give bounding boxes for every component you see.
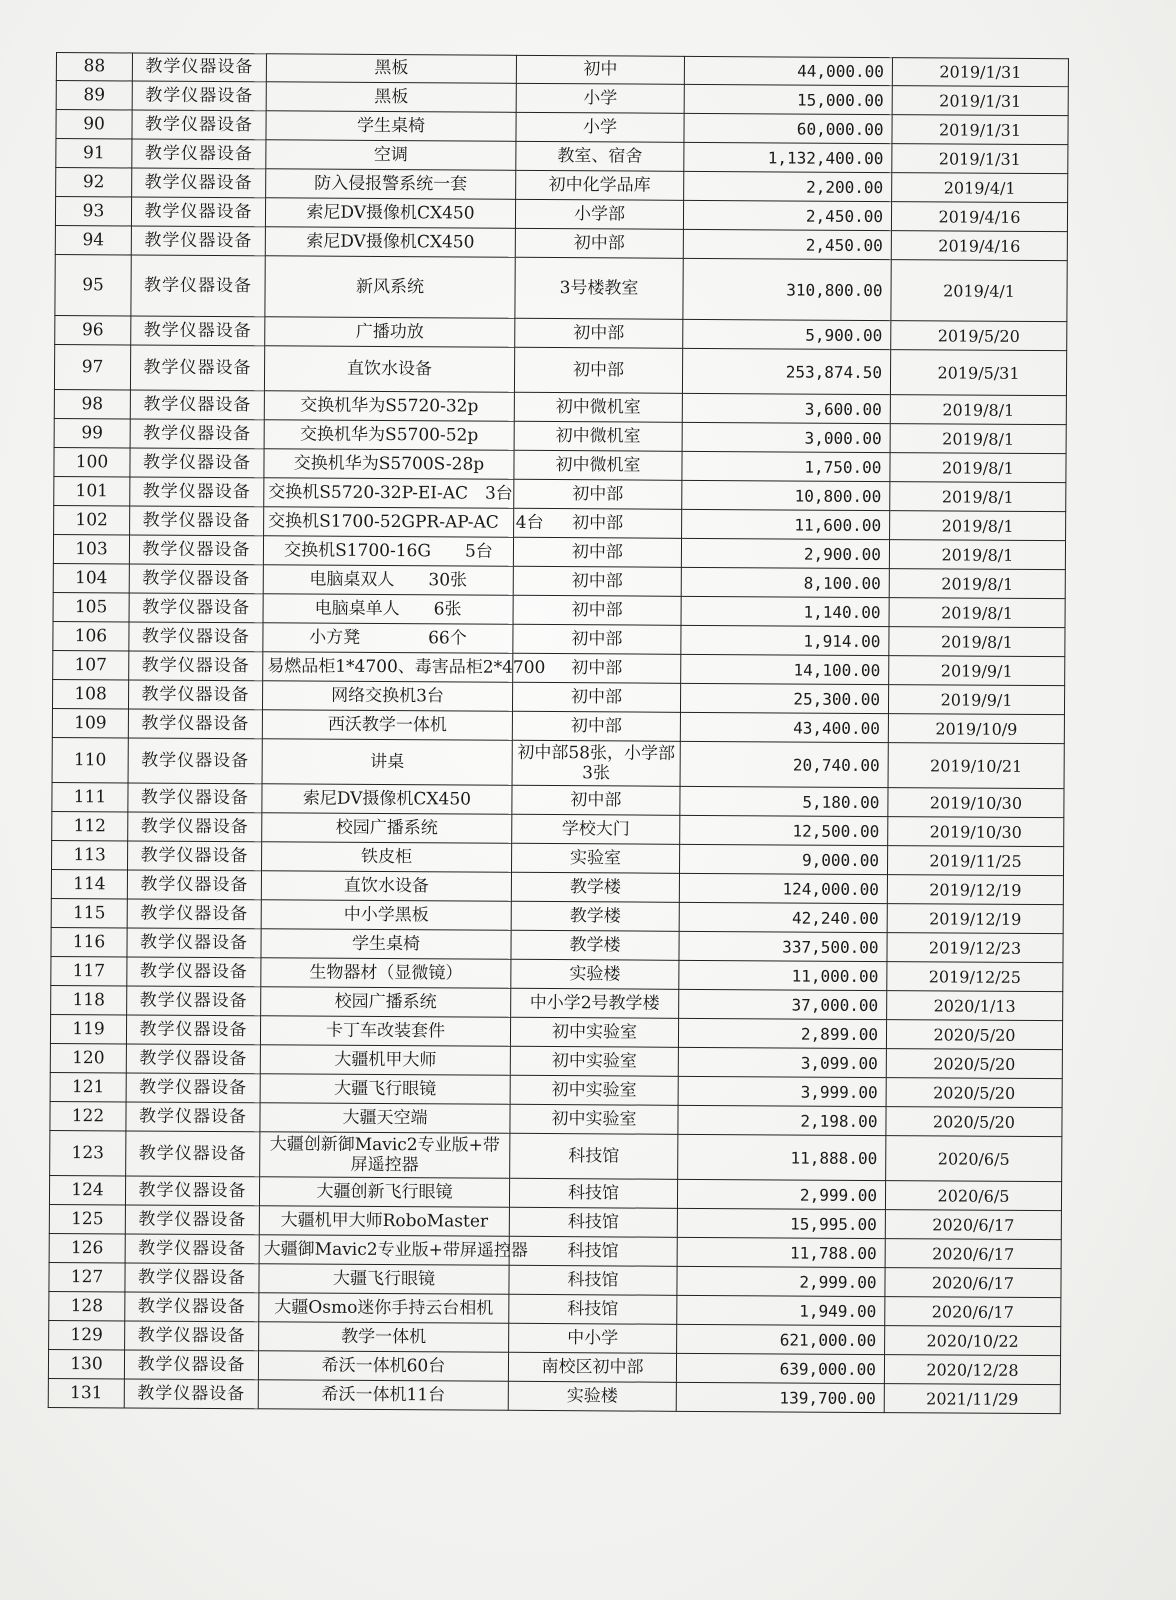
equipment-table <box>48 52 1069 1414</box>
location-cell: 中小学 <box>509 1323 677 1353</box>
date-cell: 2020/5/20 <box>886 1049 1062 1079</box>
amount-cell: 15,995.00 <box>677 1208 885 1238</box>
row-number: 112 <box>52 811 128 840</box>
location-cell: 初中部 <box>513 537 681 567</box>
amount-cell: 60,000.00 <box>684 113 892 143</box>
item-name-cell: 索尼DV摄像机CX450 <box>265 198 515 229</box>
row-number: 104 <box>53 563 129 592</box>
date-cell: 2019/5/31 <box>890 350 1066 396</box>
item-name-cell: 学生桌椅 <box>261 929 511 960</box>
item-name-cell: 大疆飞行眼镜 <box>260 1074 510 1105</box>
date-cell: 2020/6/17 <box>885 1239 1061 1269</box>
item-name-cell: 校园广播系统 <box>262 813 512 844</box>
amount-cell: 5,900.00 <box>683 319 891 349</box>
category-cell: 教学仪器设备 <box>128 709 262 739</box>
row-number: 98 <box>54 389 130 418</box>
row-number: 118 <box>51 985 127 1014</box>
category-cell: 教学仪器设备 <box>128 841 262 871</box>
amount-cell: 9,000.00 <box>679 844 887 874</box>
amount-cell: 3,999.00 <box>678 1076 886 1106</box>
location-cell: 南校区初中部 <box>508 1352 676 1382</box>
item-name-cell: 学生桌椅 <box>266 111 516 142</box>
location-cell: 教学楼 <box>511 872 679 902</box>
row-number: 110 <box>52 737 128 782</box>
category-cell: 教学仪器设备 <box>125 1234 259 1264</box>
category-cell: 教学仪器设备 <box>125 1292 259 1322</box>
location-cell: 科技馆 <box>509 1207 677 1237</box>
row-number: 129 <box>49 1320 125 1349</box>
category-cell: 教学仪器设备 <box>124 1379 258 1409</box>
category-cell: 教学仪器设备 <box>129 622 263 652</box>
item-name-cell: 索尼DV摄像机CX450 <box>265 227 515 258</box>
amount-cell: 11,000.00 <box>679 960 887 990</box>
category-cell: 教学仪器设备 <box>127 986 261 1016</box>
item-name-cell: 网络交换机3台 <box>262 681 512 712</box>
date-cell: 2020/5/20 <box>886 1020 1062 1050</box>
date-cell: 2019/10/21 <box>888 743 1064 789</box>
item-name-cell: 生物器材（显微镜） <box>261 958 511 989</box>
item-name-cell: 交换机华为S5700S-28p <box>264 449 514 480</box>
row-number: 113 <box>52 840 128 869</box>
amount-cell: 124,000.00 <box>679 873 887 903</box>
date-cell: 2019/8/1 <box>890 511 1066 541</box>
amount-cell: 2,999.00 <box>677 1266 885 1296</box>
row-number: 124 <box>49 1175 125 1204</box>
amount-cell: 8,100.00 <box>681 567 889 597</box>
row-number: 130 <box>48 1349 124 1378</box>
category-cell: 教学仪器设备 <box>127 870 261 900</box>
amount-cell: 639,000.00 <box>676 1353 884 1383</box>
item-name-cell: 大疆机甲大师RoboMaster <box>259 1206 509 1237</box>
location-cell: 初中实验室 <box>510 1017 678 1047</box>
location-cell: 科技馆 <box>509 1178 677 1208</box>
row-number: 88 <box>56 53 132 81</box>
amount-cell: 1,132,400.00 <box>684 142 892 172</box>
row-number: 101 <box>54 476 130 505</box>
row-number: 111 <box>52 782 128 811</box>
location-cell: 实验楼 <box>511 959 679 989</box>
item-name-cell: 小方凳 66个 <box>263 623 513 654</box>
category-cell: 教学仪器设备 <box>126 1073 260 1103</box>
category-cell: 教学仪器设备 <box>131 316 265 346</box>
date-cell: 2020/6/17 <box>885 1297 1061 1327</box>
category-cell: 教学仪器设备 <box>131 197 265 227</box>
location-cell: 教学楼 <box>511 901 679 931</box>
item-name-cell: 交换机华为S5700-52p <box>264 420 514 451</box>
category-cell: 教学仪器设备 <box>130 448 264 478</box>
category-cell: 教学仪器设备 <box>125 1321 259 1351</box>
amount-cell: 2,198.00 <box>678 1105 886 1135</box>
category-cell: 教学仪器设备 <box>132 110 266 140</box>
item-name-cell: 直饮水设备 <box>261 871 511 902</box>
date-cell: 2019/1/31 <box>892 58 1068 87</box>
location-cell: 初中微机室 <box>514 421 682 451</box>
location-cell: 初中部 <box>512 711 680 741</box>
date-cell: 2020/6/5 <box>886 1136 1062 1182</box>
row-number: 91 <box>56 139 132 168</box>
date-cell: 2020/12/28 <box>884 1355 1060 1385</box>
category-cell: 教学仪器设备 <box>125 1263 259 1293</box>
date-cell: 2020/5/20 <box>886 1107 1062 1137</box>
item-name-cell: 教学一体机 <box>259 1322 509 1353</box>
location-cell: 科技馆 <box>509 1236 677 1266</box>
date-cell: 2019/11/25 <box>887 846 1063 876</box>
row-number: 99 <box>54 418 130 447</box>
row-number: 122 <box>50 1101 126 1130</box>
row-number: 94 <box>55 225 131 254</box>
date-cell: 2020/6/17 <box>885 1268 1061 1298</box>
row-number: 97 <box>54 344 130 389</box>
location-cell: 初中化学品库 <box>516 170 684 200</box>
category-cell: 教学仪器设备 <box>129 651 263 681</box>
location-cell: 初中部 <box>514 508 682 538</box>
row-number: 123 <box>50 1130 126 1175</box>
amount-cell: 43,400.00 <box>680 712 888 742</box>
amount-cell: 337,500.00 <box>679 931 887 961</box>
amount-cell: 2,900.00 <box>681 538 889 568</box>
amount-cell: 10,800.00 <box>682 480 890 510</box>
row-number: 92 <box>56 168 132 197</box>
amount-cell: 1,750.00 <box>682 451 890 481</box>
table-row <box>54 344 1066 395</box>
row-number: 106 <box>53 621 129 650</box>
item-name-cell: 希沃一体机60台 <box>258 1351 508 1382</box>
location-cell: 3号楼教室 <box>515 257 683 319</box>
location-cell: 科技馆 <box>509 1294 677 1324</box>
row-number: 103 <box>53 534 129 563</box>
date-cell: 2019/8/1 <box>890 482 1066 512</box>
amount-cell: 253,874.50 <box>682 348 890 394</box>
amount-cell: 2,999.00 <box>677 1179 885 1209</box>
row-number: 90 <box>56 110 132 139</box>
date-cell: 2020/1/13 <box>887 991 1063 1021</box>
date-cell: 2019/8/1 <box>890 424 1066 454</box>
amount-cell: 1,914.00 <box>681 625 889 655</box>
date-cell: 2019/12/25 <box>887 962 1063 992</box>
item-name-cell: 交换机S1700-16G 5台 <box>263 536 513 567</box>
row-number: 108 <box>52 679 128 708</box>
item-name-cell: 广播功放 <box>265 317 515 348</box>
category-cell: 教学仪器设备 <box>126 1102 260 1132</box>
row-number: 102 <box>54 505 130 534</box>
item-name-cell: 黑板 <box>266 54 516 84</box>
date-cell: 2019/10/9 <box>888 714 1064 744</box>
item-name-cell: 铁皮柜 <box>262 842 512 873</box>
amount-cell: 2,450.00 <box>683 229 891 259</box>
row-number: 116 <box>51 927 127 956</box>
amount-cell: 310,800.00 <box>683 258 891 320</box>
item-name-cell: 西沃教学一体机 <box>262 710 512 741</box>
row-number: 131 <box>48 1378 124 1407</box>
location-cell: 初中实验室 <box>510 1046 678 1076</box>
category-cell: 教学仪器设备 <box>130 390 264 420</box>
table-row <box>52 737 1064 788</box>
table-row <box>48 1378 1060 1413</box>
category-cell: 教学仪器设备 <box>129 593 263 623</box>
amount-cell: 44,000.00 <box>684 56 892 85</box>
location-cell: 学校大门 <box>512 814 680 844</box>
amount-cell: 25,300.00 <box>680 683 888 713</box>
location-cell: 小学部 <box>515 199 683 229</box>
category-cell: 教学仪器设备 <box>125 1176 259 1206</box>
item-name-cell: 黑板 <box>266 82 516 113</box>
date-cell: 2019/10/30 <box>888 788 1064 818</box>
location-cell: 初中 <box>516 55 684 84</box>
date-cell: 2020/6/17 <box>885 1210 1061 1240</box>
category-cell: 教学仪器设备 <box>124 1350 258 1380</box>
category-cell: 教学仪器设备 <box>129 564 263 594</box>
table-row <box>55 254 1067 321</box>
date-cell: 2019/4/1 <box>892 173 1068 203</box>
category-cell: 教学仪器设备 <box>131 226 265 256</box>
category-cell: 教学仪器设备 <box>131 255 265 317</box>
category-cell: 教学仪器设备 <box>127 928 261 958</box>
amount-cell: 1,140.00 <box>681 596 889 626</box>
category-cell: 教学仪器设备 <box>130 419 264 449</box>
date-cell: 2019/8/1 <box>889 540 1065 570</box>
amount-cell: 2,200.00 <box>684 171 892 201</box>
item-name-cell: 大疆创新御Mavic2专业版+带屏遥控器 <box>260 1132 510 1179</box>
category-cell: 教学仪器设备 <box>132 168 266 198</box>
location-cell: 初中部 <box>514 479 682 509</box>
location-cell: 科技馆 <box>510 1133 678 1179</box>
amount-cell: 20,740.00 <box>680 741 888 787</box>
item-name-cell: 大疆天空端 <box>260 1103 510 1134</box>
item-name-cell: 电脑桌双人 30张 <box>263 565 513 596</box>
item-name-cell: 大疆创新飞行眼镜 <box>259 1177 509 1208</box>
date-cell: 2019/12/23 <box>887 933 1063 963</box>
date-cell: 2020/10/22 <box>885 1326 1061 1356</box>
location-cell: 初中部 <box>513 653 681 683</box>
location-cell: 小学 <box>516 112 684 142</box>
location-cell: 初中部 <box>513 595 681 625</box>
amount-cell: 12,500.00 <box>680 815 888 845</box>
amount-cell: 11,600.00 <box>682 509 890 539</box>
date-cell: 2019/1/31 <box>892 115 1068 145</box>
date-cell: 2019/4/16 <box>891 202 1067 232</box>
item-name-cell: 空调 <box>266 140 516 171</box>
row-number: 109 <box>52 708 128 737</box>
date-cell: 2019/8/1 <box>890 453 1066 483</box>
item-name-cell: 易燃品柜1*4700、毒害品柜2*4700 <box>263 652 513 683</box>
amount-cell: 15,000.00 <box>684 84 892 114</box>
location-cell: 初中部 <box>513 566 681 596</box>
date-cell: 2019/1/31 <box>892 144 1068 174</box>
item-name-cell: 电脑桌单人 6张 <box>263 594 513 625</box>
amount-cell: 3,000.00 <box>682 422 890 452</box>
date-cell: 2019/8/1 <box>889 627 1065 657</box>
category-cell: 教学仪器设备 <box>130 506 264 536</box>
date-cell: 2019/12/19 <box>887 875 1063 905</box>
amount-cell: 621,000.00 <box>677 1324 885 1354</box>
location-cell: 初中部 <box>512 785 680 815</box>
date-cell: 2019/5/20 <box>891 321 1067 351</box>
category-cell: 教学仪器设备 <box>132 81 266 111</box>
date-cell: 2019/4/16 <box>891 231 1067 261</box>
row-number: 128 <box>49 1291 125 1320</box>
category-cell: 教学仪器设备 <box>132 139 266 169</box>
amount-cell: 3,600.00 <box>682 393 890 423</box>
row-number: 117 <box>51 956 127 985</box>
amount-cell: 5,180.00 <box>680 786 888 816</box>
location-cell: 初中部58张，小学部3张 <box>512 740 680 786</box>
row-number: 119 <box>50 1014 126 1043</box>
row-number: 100 <box>54 447 130 476</box>
date-cell: 2020/5/20 <box>886 1078 1062 1108</box>
row-number: 121 <box>50 1072 126 1101</box>
category-cell: 教学仪器设备 <box>126 1131 260 1177</box>
category-cell: 教学仪器设备 <box>128 783 262 813</box>
row-number: 93 <box>55 197 131 226</box>
category-cell: 教学仪器设备 <box>128 680 262 710</box>
row-number: 107 <box>53 650 129 679</box>
item-name-cell: 大疆飞行眼镜 <box>259 1264 509 1295</box>
amount-cell: 11,888.00 <box>678 1134 886 1180</box>
date-cell: 2019/12/19 <box>887 904 1063 934</box>
location-cell: 中小学2号教学楼 <box>511 988 679 1018</box>
row-number: 96 <box>55 315 131 344</box>
location-cell: 初中部 <box>515 228 683 258</box>
category-cell: 教学仪器设备 <box>128 738 262 784</box>
row-number: 120 <box>50 1043 126 1072</box>
item-name-cell: 交换机S5720-32P-EI-AC 3台 <box>264 478 514 509</box>
asset-ledger <box>48 52 1068 1445</box>
date-cell: 2019/8/1 <box>889 569 1065 599</box>
item-name-cell: 校园广播系统 <box>261 987 511 1018</box>
date-cell: 2020/6/5 <box>885 1181 1061 1211</box>
amount-cell: 14,100.00 <box>681 654 889 684</box>
item-name-cell: 交换机S1700-52GPR-AP-AC 4台 <box>264 507 514 538</box>
item-name-cell: 希沃一体机11台 <box>258 1380 508 1411</box>
date-cell: 2019/1/31 <box>892 86 1068 116</box>
item-name-cell: 大疆机甲大师 <box>260 1045 510 1076</box>
location-cell: 初中微机室 <box>514 450 682 480</box>
item-name-cell: 大疆Osmo迷你手持云台相机 <box>259 1293 509 1324</box>
item-name-cell: 中小学黑板 <box>261 900 511 931</box>
amount-cell: 1,949.00 <box>677 1295 885 1325</box>
date-cell: 2021/11/29 <box>884 1384 1060 1414</box>
amount-cell: 2,450.00 <box>683 200 891 230</box>
date-cell: 2019/10/30 <box>888 817 1064 847</box>
location-cell: 初中实验室 <box>510 1104 678 1134</box>
row-number: 125 <box>49 1204 125 1233</box>
category-cell: 教学仪器设备 <box>125 1205 259 1235</box>
location-cell: 教室、宿舍 <box>516 141 684 171</box>
item-name-cell: 新风系统 <box>265 256 515 319</box>
row-number: 95 <box>55 254 131 315</box>
location-cell: 小学 <box>516 83 684 113</box>
location-cell: 实验室 <box>511 843 679 873</box>
date-cell: 2019/9/1 <box>888 685 1064 715</box>
category-cell: 教学仪器设备 <box>132 53 266 82</box>
location-cell: 初中部 <box>513 624 681 654</box>
location-cell: 初中部 <box>514 347 682 393</box>
row-number: 89 <box>56 81 132 110</box>
location-cell: 实验楼 <box>508 1381 676 1411</box>
amount-cell: 3,099.00 <box>678 1047 886 1077</box>
amount-cell: 2,899.00 <box>678 1018 886 1048</box>
item-name-cell: 大疆御Mavic2专业版+带屏遥控器 <box>259 1235 509 1266</box>
row-number: 115 <box>51 898 127 927</box>
item-name-cell: 讲桌 <box>262 739 512 786</box>
amount-cell: 42,240.00 <box>679 902 887 932</box>
amount-cell: 37,000.00 <box>679 989 887 1019</box>
amount-cell: 139,700.00 <box>676 1382 884 1412</box>
row-number: 127 <box>49 1262 125 1291</box>
item-name-cell: 直饮水设备 <box>264 346 514 393</box>
date-cell: 2019/9/1 <box>889 656 1065 686</box>
location-cell: 初中微机室 <box>514 392 682 422</box>
row-number: 114 <box>51 869 127 898</box>
table-row <box>50 1130 1062 1181</box>
category-cell: 教学仪器设备 <box>126 1015 260 1045</box>
row-number: 126 <box>49 1233 125 1262</box>
location-cell: 科技馆 <box>509 1265 677 1295</box>
item-name-cell: 防入侵报警系统一套 <box>266 169 516 200</box>
location-cell: 初中部 <box>512 682 680 712</box>
category-cell: 教学仪器设备 <box>127 899 261 929</box>
category-cell: 教学仪器设备 <box>130 477 264 507</box>
location-cell: 初中部 <box>515 318 683 348</box>
category-cell: 教学仪器设备 <box>126 1044 260 1074</box>
category-cell: 教学仪器设备 <box>129 535 263 565</box>
row-number: 105 <box>53 592 129 621</box>
item-name-cell: 卡丁车改装套件 <box>260 1016 510 1047</box>
location-cell: 教学楼 <box>511 930 679 960</box>
date-cell: 2019/4/1 <box>891 260 1067 322</box>
category-cell: 教学仪器设备 <box>128 812 262 842</box>
amount-cell: 11,788.00 <box>677 1237 885 1267</box>
date-cell: 2019/8/1 <box>889 598 1065 628</box>
location-cell: 初中实验室 <box>510 1075 678 1105</box>
category-cell: 教学仪器设备 <box>127 957 261 987</box>
category-cell: 教学仪器设备 <box>130 345 264 391</box>
table-body <box>48 53 1068 1414</box>
date-cell: 2019/8/1 <box>890 395 1066 425</box>
item-name-cell: 索尼DV摄像机CX450 <box>262 784 512 815</box>
item-name-cell: 交换机华为S5720-32p <box>264 391 514 422</box>
